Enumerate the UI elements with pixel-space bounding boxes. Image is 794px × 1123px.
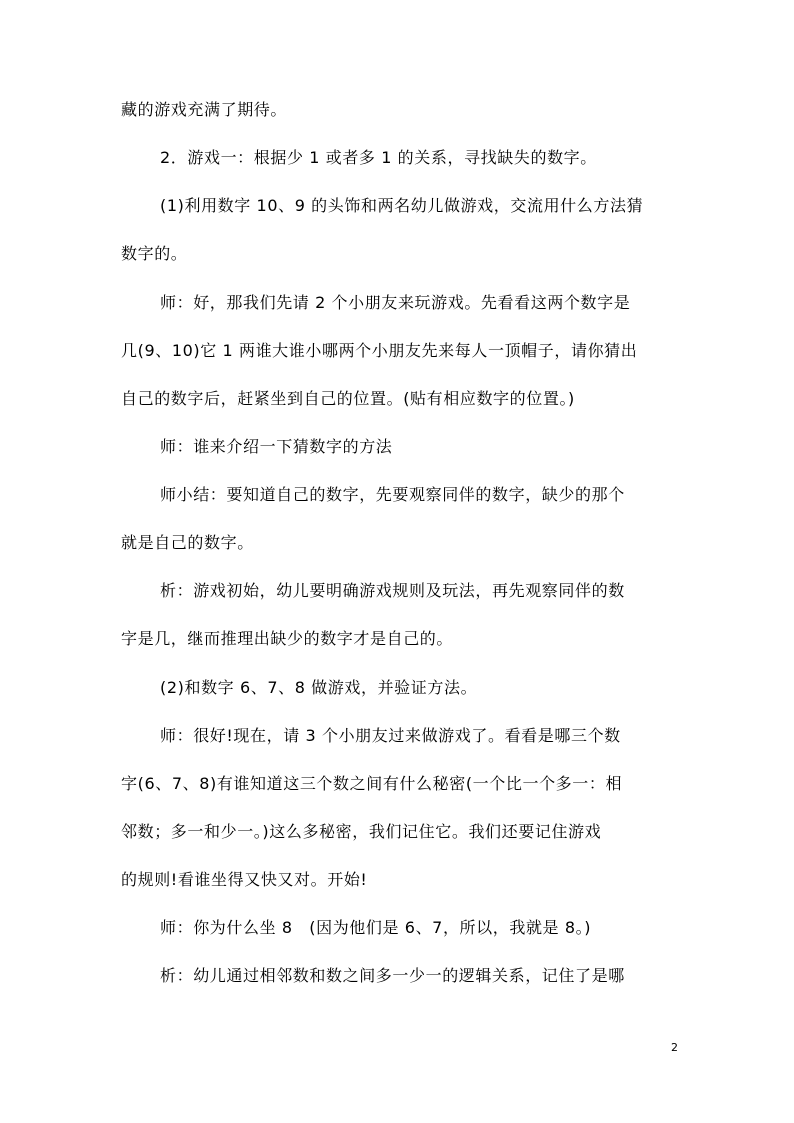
text-line-13: (2)和数字 6、7、8 做游戏，并验证方法。 (160, 678, 478, 697)
text-line-15: 字(6、7、8)有谁知道这三个数之间有什么秘密(一个比一个多一：相 (121, 774, 623, 793)
text-line-7: 自己的数字后，赶紧坐到自己的位置。(贴有相应数字的位置。) (121, 389, 575, 408)
text-line-8: 师：谁来介绍一下猜数字的方法 (160, 437, 393, 456)
text-line-14: 师：很好!现在，请 3 个小朋友过来做游戏了。看看是哪三个数 (160, 726, 621, 745)
text-line-10: 就是自己的数字。 (121, 533, 254, 552)
text-line-17: 的规则!看谁坐得又快又对。开始! (121, 870, 368, 889)
text-line-19: 析：幼儿通过相邻数和数之间多一少一的逻辑关系，记住了是哪 (160, 966, 625, 985)
page-number: 2 (671, 1041, 678, 1054)
text-line-6: 几(9、10)它 1 两谁大谁小哪两个小朋友先来每人一顶帽子，请你猜出 (121, 341, 638, 360)
text-line-18: 师：你为什么坐 8 (因为他们是 6、7，所以，我就是 8。) (160, 918, 592, 937)
text-line-16: 邻数；多一和少一。)这么多秘密，我们记住它。我们还要记住游戏 (121, 822, 602, 841)
text-line-2: 2．游戏一：根据少 1 或者多 1 的关系，寻找缺失的数字。 (160, 148, 597, 167)
text-line-9: 师小结：要知道自己的数字，先要观察同伴的数字，缺少的那个 (160, 485, 625, 504)
text-line-5: 师：好，那我们先请 2 个小朋友来玩游戏。先看看这两个数字是 (160, 293, 631, 312)
text-line-4: 数字的。 (121, 244, 188, 263)
text-line-11: 析：游戏初始，幼儿要明确游戏规则及玩法，再先观察同伴的数 (160, 581, 625, 600)
text-line-12: 字是几，继而推理出缺少的数字才是自己的。 (121, 629, 454, 648)
text-line-3: (1)利用数字 10、9 的头饰和两名幼儿做游戏，交流用什么方法猜 (160, 196, 644, 215)
text-line-1: 藏的游戏充满了期待。 (121, 100, 288, 119)
